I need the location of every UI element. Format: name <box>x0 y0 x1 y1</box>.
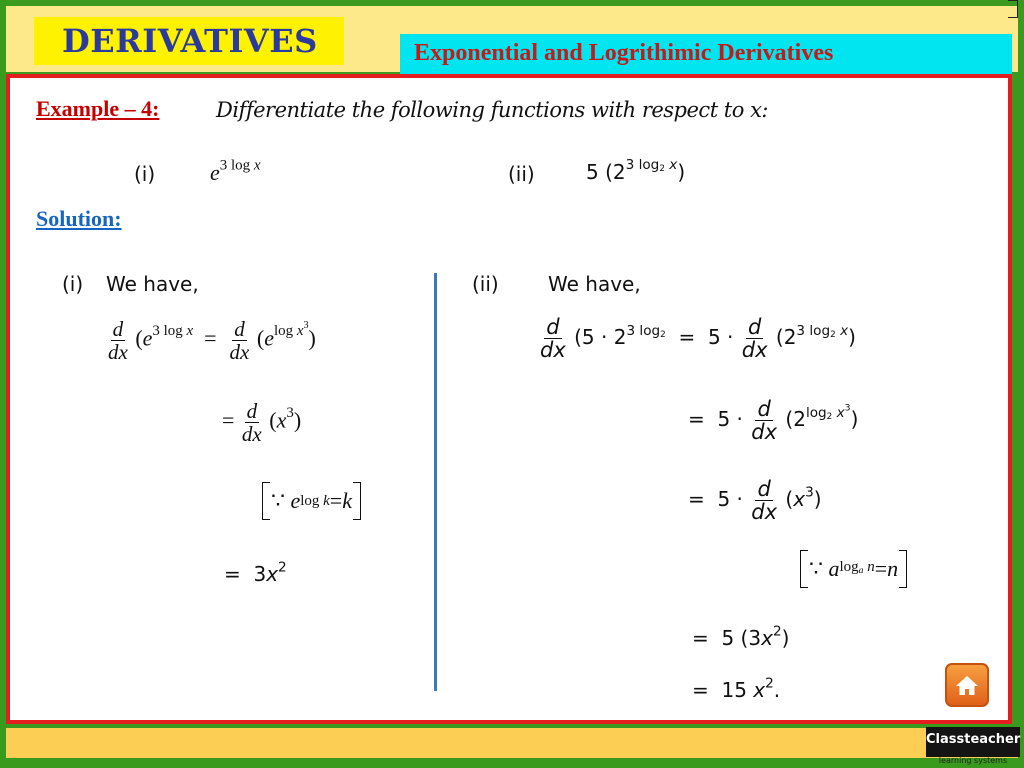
home-button[interactable] <box>945 663 989 707</box>
solution-i-intro: We have, <box>106 272 199 296</box>
solution-ii-identity: ∵ a $\log_a n$ = n <box>800 550 907 588</box>
solution-ii-step-1: $\frac{d}{dx}$ ($5 \cdot 2^{3 log_2} = 5$ · $\frac{d}{dx}$ $(2^{3 log_2 x})$ <box>540 315 856 363</box>
solution-ii-intro: We have, <box>548 272 641 296</box>
solution-i-step-2: = $\frac{d}{dx}$ $(x^3)$ <box>222 399 302 447</box>
solution-divider <box>434 273 437 691</box>
question-instruction: Differentiate the following functions with respect to x: <box>216 98 768 122</box>
page-subtitle: Exponential and Logrithimic Derivatives <box>414 40 834 66</box>
solution-ii-step-3: = 5 · $\frac{d}{dx}$ $(x^3)$ <box>688 477 822 525</box>
corner-bracket <box>1008 0 1018 18</box>
solution-i-label: (i) <box>62 272 84 296</box>
question-part-ii-expression: 5 $(2^{3 log_2 x})$ <box>586 157 686 184</box>
solution-ii-label: (ii) <box>472 272 499 296</box>
question-part-i-expression: $e^{3 log x}$ <box>210 157 261 185</box>
solution-ii-step-4: = 5 $(3x^2)$ <box>692 623 790 650</box>
solution-label: Solution: <box>36 206 122 231</box>
solution-i-step-1: $\frac{d}{dx}$ ($e^{3 log x}$ = $\frac{d}{dx}$ $(e^{log x^3})$ <box>108 317 316 365</box>
solution-ii-step-2: = 5 · $\frac{d}{dx}$ $(2^{log_2 x^3})$ <box>688 397 859 445</box>
example-label: Example – 4: <box>36 96 160 121</box>
logo-subtext: learning systems <box>938 756 1008 765</box>
question-part-ii-label: (ii) <box>508 162 535 186</box>
solution-i-identity: ∵ e log k = k <box>262 482 361 520</box>
home-icon <box>954 673 980 697</box>
title-box <box>34 17 344 65</box>
footer-bar <box>6 728 1018 758</box>
page-title: DERIVATIVES <box>62 22 318 60</box>
question-part-i-label: (i) <box>134 162 156 186</box>
classteacher-logo: Classteacher <box>926 727 1020 757</box>
solution-ii-result: = 15 $x^2$. <box>692 675 781 702</box>
solution-i-result: = $3x^2$ <box>224 559 287 586</box>
